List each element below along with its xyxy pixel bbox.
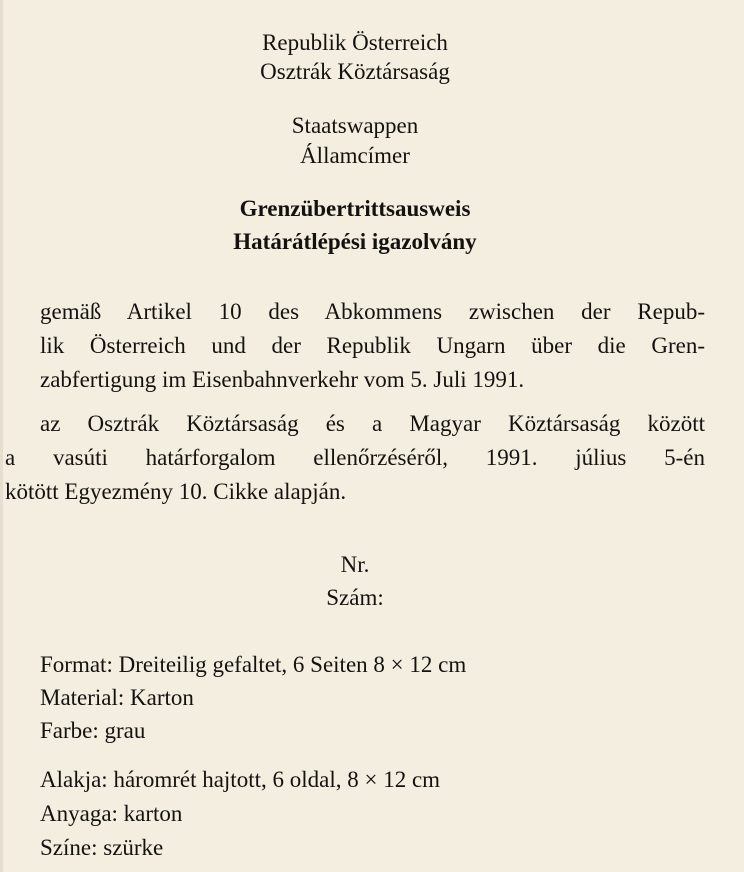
- para-hu-line: az Osztrák Köztársaság és a Magyar Köztársaság között: [40, 411, 705, 436]
- doc-title-de: Grenzübertrittsausweis: [239, 196, 471, 221]
- spec-material-hu: Anyaga: karton: [40, 801, 183, 826]
- para-de-line: zabfertigung im Eisenbahnverkehr vom 5. Juli 1991.: [40, 367, 525, 392]
- spec-format-hu: Alakja: háromrét hajtott, 6 oldal, 8 × 12 cm: [40, 767, 441, 792]
- doc-title-hu: Határátlépési igazolvány: [233, 229, 477, 254]
- country-hu: Osztrák Köztársaság: [260, 59, 450, 84]
- para-hu-line: kötött Egyezmény 10. Cikke alapján.: [5, 479, 347, 504]
- emblem-de: Staatswappen: [291, 113, 419, 138]
- spec-color-de: Farbe: grau: [40, 718, 146, 743]
- para-de-line: gemäß Artikel 10 des Abkommens zwischen der Repub-: [40, 299, 705, 324]
- para-hu-line: a vasúti határforgalom ellenőrzéséről, 1991. július 5-én: [5, 445, 705, 470]
- emblem-hu: Államcímer: [300, 143, 410, 168]
- spec-color-hu: Színe: szürke: [40, 835, 164, 860]
- spec-material-de: Material: Karton: [40, 685, 194, 710]
- spec-format-de: Format: Dreiteilig gefaltet, 6 Seiten 8 × 12 cm: [40, 652, 467, 677]
- number-label-hu: Szám:: [326, 585, 384, 610]
- para-de-line: lik Österreich und der Republik Ungarn über die Gren-: [40, 333, 705, 358]
- number-label-de: Nr.: [340, 552, 370, 577]
- country-de: Republik Österreich: [262, 30, 448, 55]
